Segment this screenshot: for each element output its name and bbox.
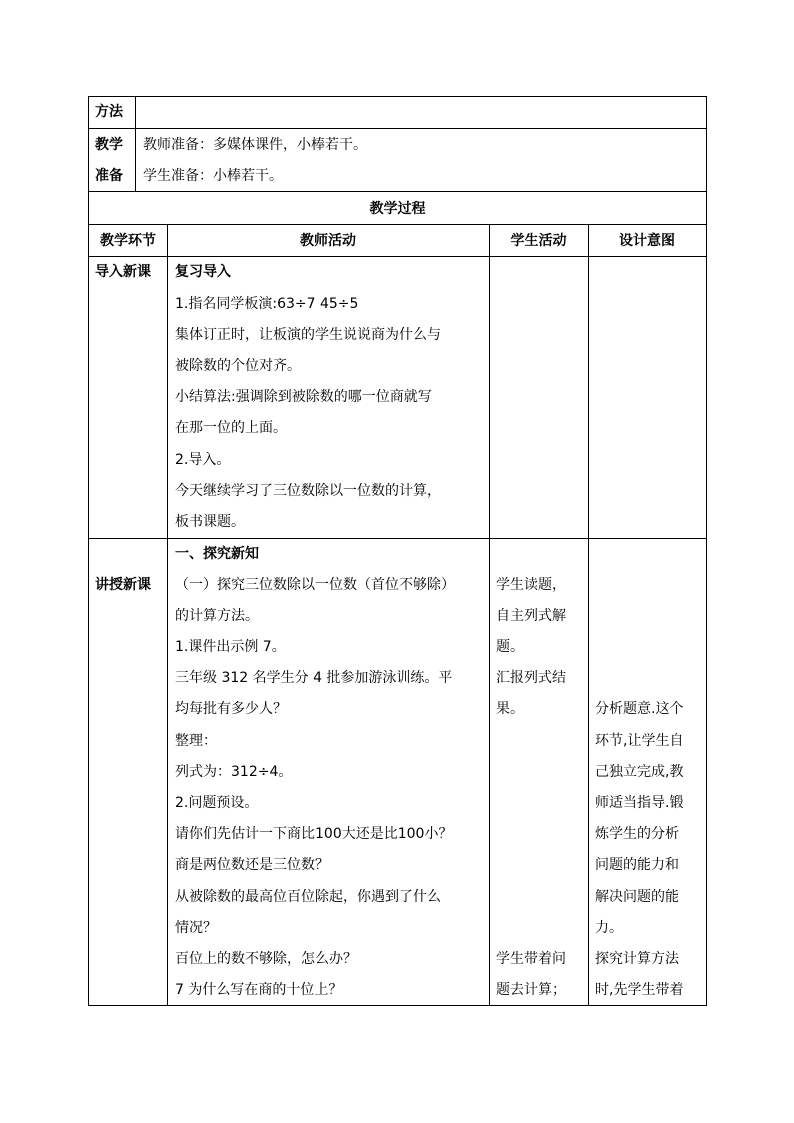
teach-line: 整理：: [175, 733, 217, 749]
design-line: 炼学生的分析: [595, 826, 679, 842]
design-line: 师适当指导.锻: [595, 795, 684, 811]
intro-line: 被除数的个位对齐。: [175, 358, 301, 374]
intro-line: 1.指名同学板演:63÷7 45÷5: [175, 296, 359, 312]
intro-line: 集体订正时，让板演的学生说说商为什么与: [175, 327, 441, 343]
header-design: 设计意图: [619, 233, 675, 249]
design-line: 解决问题的能: [595, 889, 679, 905]
header-teacher: 教师活动: [300, 233, 356, 249]
teach-line: 情况？: [175, 920, 217, 936]
prep-label-2: 准备: [95, 168, 123, 184]
teach-line: 三年级 312 名学生分 4 批参加游泳训练。平: [175, 670, 453, 686]
teach-line: 百位上的数不够除，怎么办？: [175, 951, 357, 967]
intro-line: 板书课题。: [175, 514, 245, 530]
teach-line: 一、探究新知: [175, 546, 259, 562]
teach-line: 商是两位数还是三位数？: [175, 857, 329, 873]
intro-line: 在那一位的上面。: [175, 420, 287, 436]
teach-line: 均每批有多少人？: [175, 701, 287, 717]
design-line: 己独立完成,教: [595, 764, 684, 780]
student-line: 题。: [496, 639, 524, 655]
design-line: 问题的能力和: [595, 857, 679, 873]
design-line: 探究计算方法: [595, 951, 679, 967]
student-line: 题去计算；: [496, 982, 566, 998]
teach-line: 从被除数的最高位百位除起，你遇到了什么: [175, 889, 441, 905]
design-line: 环节,让学生自: [595, 733, 684, 749]
prep-student: 学生准备：小棒若干。: [143, 168, 283, 184]
teach-stage: 讲授新课: [95, 577, 151, 593]
student-line: 果。: [496, 701, 524, 717]
intro-line: 复习导入: [175, 264, 231, 280]
design-line: 时,先学生带着: [595, 982, 684, 998]
intro-line: 今天继续学习了三位数除以一位数的计算，: [175, 483, 441, 499]
teach-line: 的计算方法。: [175, 608, 259, 624]
teach-line: 列式为：312÷4。: [175, 764, 293, 780]
intro-line: 2.导入。: [175, 452, 231, 468]
teach-line: 1.课件出示例 7。: [175, 639, 286, 655]
header-stage: 教学环节: [100, 233, 156, 249]
prep-label-1: 教学: [95, 137, 123, 153]
prep-teacher: 教师准备：多媒体课件，小棒若干。: [143, 137, 367, 153]
student-line: 学生带着问: [496, 951, 566, 967]
teach-line: 请你们先估计一下商比100大还是比100小？: [175, 826, 453, 842]
design-line: 分析题意.这个: [595, 701, 684, 717]
process-title: 教学过程: [369, 201, 426, 217]
method-label: 方法: [95, 104, 123, 120]
intro-stage: 导入新课: [95, 264, 151, 280]
design-line: 力。: [595, 920, 623, 936]
teach-line: （一）探究三位数除以一位数（首位不够除）: [175, 577, 455, 593]
header-student: 学生活动: [510, 233, 567, 249]
student-line: 学生读题，: [496, 577, 566, 593]
student-line: 自主列式解: [496, 608, 566, 624]
teach-line: 2.问题预设。: [175, 795, 259, 811]
student-line: 汇报列式结: [496, 670, 566, 686]
intro-line: 小结算法:强调除到被除数的哪一位商就写: [175, 389, 432, 405]
teach-line: 7 为什么写在商的十位上？: [175, 982, 343, 998]
